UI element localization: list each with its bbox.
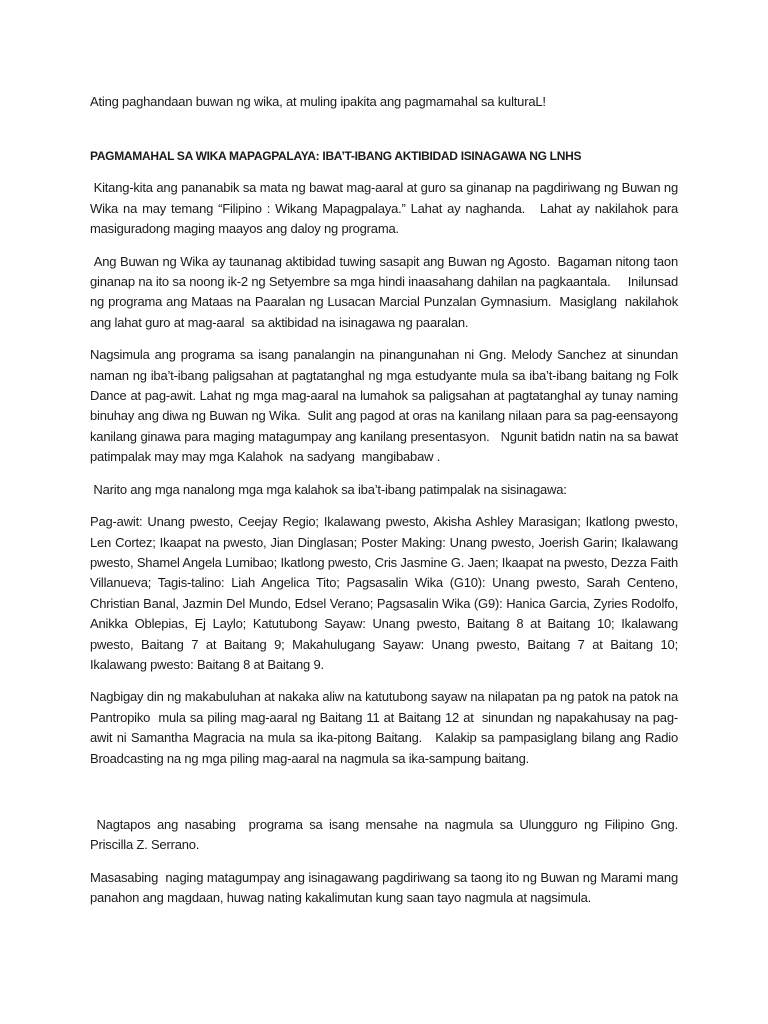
paragraph-closing-message: Nagtapos ang nasabing programa sa isang mensahe na nagmula sa Ulungguro ng Filipino Gng. Priscilla Z. Serrano. [90,816,682,853]
paragraph-winners-intro: Narito ang mga nanalong mga mga kalahok sa iba’t-ibang patimpalak na sisinagawa: [90,481,567,497]
paragraph-winners-list: Pag-awit: Unang pwesto, Ceejay Regio; Ikalawang pwesto, Akisha Ashley Marasigan; Ikatlong pwesto, Len Cortez; Ikaapat na pwesto, Jian Dinglasan; Poster Making: Unang pwesto, Joerish Garin; Ikalawang pwesto, Shamel Angela Lumibao; Ikatlong pwesto, Cris Jasmine G. Jaen; Ikaapat na pwesto, Dezza Faith Villanueva; Tagis-talino: Liah Angelica Tito; Pagsasalin Wika (G10): Unang pwesto, Sarah Centeno, Christian Banal, Jazmin Del Mundo, Edsel Verano; Pagsasalin Wika (G9): Hanica Garcia, Zyries Rodolfo, Anikka Oblepias, Ej Laylo; Katutubong Sayaw: Unang pwesto, Baitang 8 at Baitang 10; Ikalawang pwesto, Baitang 7 at Baitang 9; Makahulugang Sayaw: Unang pwesto, Baitang 7 at Baitang 10; Ikalawang pwesto: Baitang 8 at Baitang 9. [90,514,682,672]
paragraph-opening: Kitang-kita ang pananabik sa mata ng bawat mag-aaral at guro sa ginanap na pagdiriwang ng Buwan ng Wika na may temang “Filipino : Wikang Mapagpalaya.” Lahat ay naghanda. Lahat ay nakilahok para masiguradong maging maayos ang daloy ng programa. [90,180,682,237]
paragraph-background: Ang Buwan ng Wika ay taunanag aktibidad tuwing sasapit ang Buwan ng Agosto. Bagaman nitong taon ginanap na ito sa noong ik-2 ng Setyembre sa mga hindi inaasahang dahilan na pagkaantala. Inilunsad ng programa ang Mataas na Paaralan ng Lusacan Marcial Punzalan Gymnasium. Masiglang nakilahok ang lahat guro at mag-aaral sa aktibidad na isinagawa ng paaralan. [90,253,682,330]
empty-paragraph [90,781,678,815]
paragraph-performances: Nagbigay din ng makabuluhan at nakaka aliw na katutubong sayaw na nilapatan pa ng patok na patok na Pantropiko mula sa piling mag-aaral ng Baitang 11 at Baitang 12 at sinundan ng napakahusay na pag-awit ni Samantha Magracia na mula sa ika-pitong Baitang. Kalakip sa pampasiglang bilang ang Radio Broadcasting na ng mga piling mag-aaral na nagmula sa ika-sampung baitang. [90,689,682,766]
article-heading: PAGMAMAHAL SA WIKA MAPAGPALAYA: IBA’T-IBANG AKTIBIDAD ISINAGAWA NG LNHS [90,149,582,164]
document-body [90,92,682,921]
intro-line: Ating paghandaan buwan ng wika, at muling ipakita ang pagmamahal sa kulturaL! [90,94,546,109]
paragraph-conclusion: Masasabing naging matagumpay ang isinagawang pagdiriwang sa taong ito ng Buwan ng Marami mang panahon ang magdaan, huwag nating kakalimutan kung saan tayo nagmula at nagsimula. [90,869,682,906]
paragraph-program-start: Nagsimula ang programa sa isang panalangin na pinangunahan ni Gng. Melody Sanchez at sinundan naman ng iba’t-ibang paligsahan at pagtatanghal ng mga estudyante mula sa iba’t-ibang baitang ng Folk Dance at pag-awit. Lahat ng mga mag-aaral na lumahok sa paligsahan at pagtatanghal ay tunay naming binuhay ang diwa ng Buwan ng Wika. Sulit ang pagod at oras na kanilang nilaan para sa pag-eensayong kanilang ginawa para maging matagumpay ang kanilang presentasyon. Ngunit batidn natin na sa bawat patimpalak may may mga Kalahok na sadyang mangibabaw . [90,347,682,465]
